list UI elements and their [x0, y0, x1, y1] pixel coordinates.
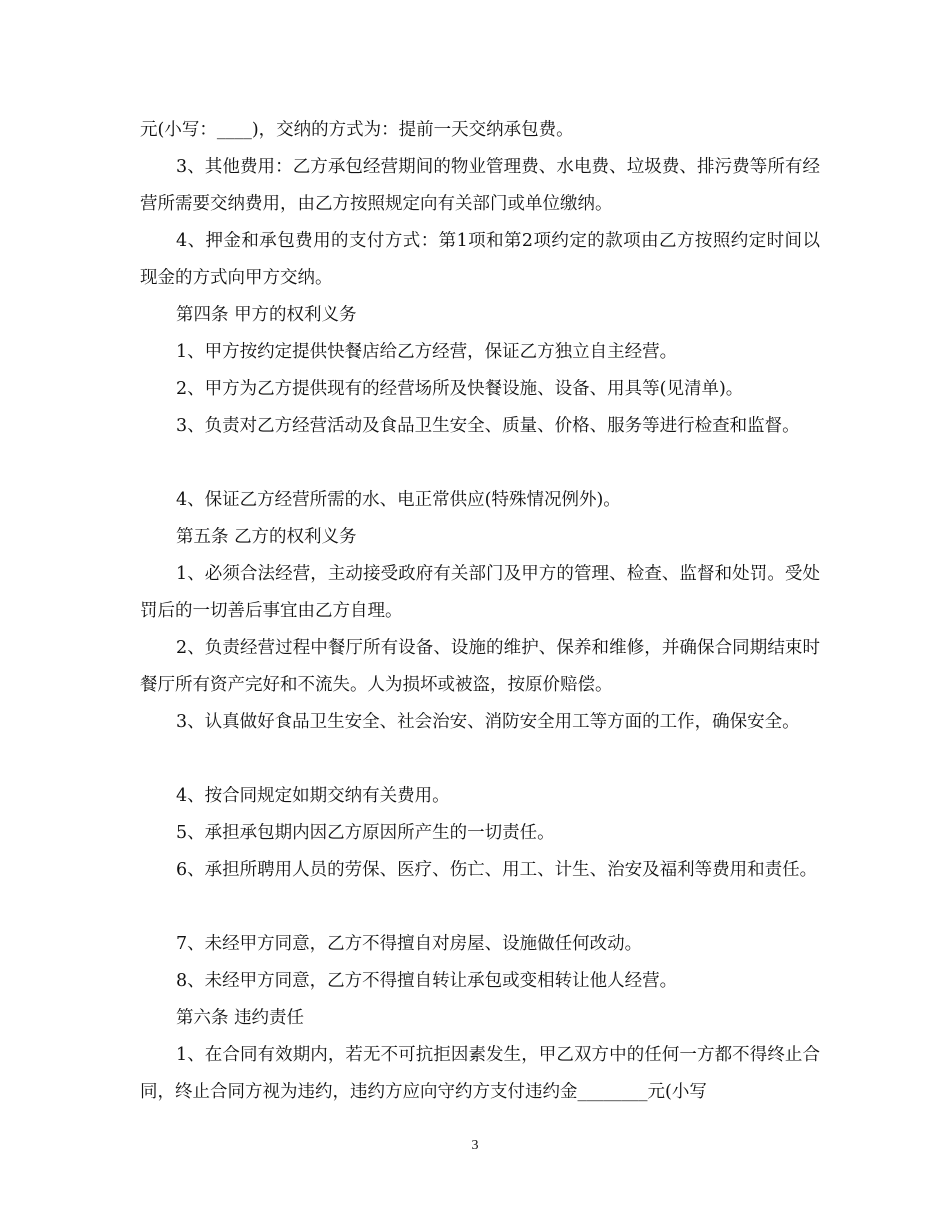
paragraph-article5-item8: 8、未经甲方同意，乙方不得擅自转让承包或变相转让他人经营。 [176, 971, 678, 991]
paragraph-payment-method: 4、押金和承包费用的支付方式：第1项和第2项约定的款项由乙方按照约定时间以现金的方式向甲方交纳。 [140, 231, 820, 288]
paragraph-article5-item7: 7、未经甲方同意，乙方不得擅自对房屋、设施做任何改动。 [176, 934, 643, 954]
section-heading-article-6: 第六条 违约责任 [176, 1008, 305, 1028]
paragraph-other-fees: 3、其他费用：乙方承包经营期间的物业管理费、水电费、垃圾费、排污费等所有经营所需要交纳费用，由乙方按照规定向有关部门或单位缴纳。 [140, 157, 820, 214]
section-heading-article-4: 第四条 甲方的权利义务 [176, 305, 357, 325]
section-heading-article-5: 第五条 乙方的权利义务 [176, 527, 357, 547]
paragraph-article5-item3: 3、认真做好食品卫生安全、社会治安、消防安全用工等方面的工作，确保安全。 [176, 712, 800, 732]
paragraph-article5-item1: 1、必须合法经营，主动接受政府有关部门及甲方的管理、检查、监督和处罚。受处罚后的一切善后事宜由乙方自理。 [140, 564, 820, 621]
paragraph-article5-item2: 2、负责经营过程中餐厅所有设备、设施的维护、保养和维修，并确保合同期结束时餐厅所有资产完好和不流失。人为损坏或被盗，按原价赔偿。 [140, 638, 820, 695]
paragraph-article4-item4: 4、保证乙方经营所需的水、电正常供应(特殊情况例外)。 [176, 490, 621, 510]
paragraph-article5-item4: 4、按合同规定如期交纳有关费用。 [176, 786, 450, 806]
paragraph-article4-item2: 2、甲方为乙方提供现有的经营场所及快餐设施、设备、用具等(见清单)。 [176, 379, 744, 399]
page-number: 3 [471, 1138, 479, 1153]
paragraph-fee-continuation: 元(小写：____)，交纳的方式为：提前一天交纳承包费。 [140, 120, 574, 140]
paragraph-article5-item6: 6、承担所聘用人员的劳保、医疗、伤亡、用工、计生、治安及福利等费用和责任。 [176, 860, 818, 880]
paragraph-article5-item5: 5、承担承包期内因乙方原因所产生的一切责任。 [176, 823, 555, 843]
paragraph-article4-item3: 3、负责对乙方经营活动及食品卫生安全、质量、价格、服务等进行检查和监督。 [176, 416, 800, 436]
paragraph-article4-item1: 1、甲方按约定提供快餐店给乙方经营，保证乙方独立自主经营。 [176, 342, 678, 362]
paragraph-article6-item1: 1、在合同有效期内，若无不可抗拒因素发生，甲乙双方中的任何一方都不得终止合同，终止合同方视为违约，违约方应向守约方支付违约金________元(小写 [140, 1045, 820, 1102]
